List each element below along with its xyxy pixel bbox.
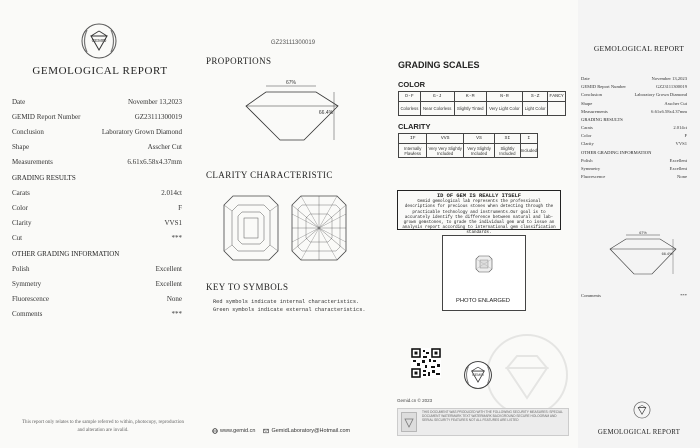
- other-grading-row: [12, 307, 182, 322]
- other-grading-row-small: [581, 165, 687, 173]
- field-label: Clarity: [581, 141, 594, 147]
- color-grade-cell: FANCY: [548, 92, 566, 102]
- info-row-small: [581, 100, 687, 108]
- report-title-small: GEMOLOGICAL REPORT: [593, 44, 685, 53]
- field-label: Conclusion: [12, 128, 44, 136]
- info-row: [12, 110, 182, 125]
- clarity-grade-cell: IF: [399, 134, 427, 144]
- clarity-desc-cell: Included: [520, 144, 537, 158]
- clarity-desc-cell: Internally Flawless: [399, 144, 427, 158]
- field-label: Comments: [12, 310, 43, 318]
- field-value: ***: [171, 234, 182, 242]
- website-contact[interactable]: [212, 428, 255, 434]
- field-value: F: [684, 133, 687, 139]
- email-text: GemidLaboratory@Hotmail.com: [271, 428, 351, 434]
- crown-view-diagram: [220, 192, 282, 264]
- clarity-grade-cell: VVS: [427, 134, 464, 144]
- color-grade-cell: N-R: [486, 92, 522, 102]
- gem-photo-image: [443, 236, 525, 296]
- report-title: GEMOLOGICAL REPORT: [32, 65, 168, 77]
- gem-id-text: Gemid gemological lab represents the professional descriptions for precious stones when detecting through the practicable technology and instruments.Our goal is to accurately identify the difference between natural and lab-grown gemstones, to grade the individual gem and to issue an analysis report according to international gem classification standards.: [402, 200, 556, 236]
- other-grading-row-small: [581, 173, 687, 181]
- proportions-title: PROPORTIONS: [206, 56, 272, 66]
- field-value: 2.014ct: [673, 124, 687, 130]
- color-desc-cell: Slightly Tinted: [454, 102, 486, 116]
- security-text: THIS DOCUMENT WAS PRODUCED WITH THE FOLLOWING SECURITY MEASURES: SPECIAL DOCUMENT WATERMARK TEXT WATERMARK BACKGROUND SECURE HOLOGRAM AND SERIAL SECURITY FEATURES NOT ALL FEATURES ARE LISTED: [422, 410, 563, 422]
- info-row: [12, 140, 182, 155]
- field-label: Measurements: [12, 158, 53, 166]
- bottom-report-title: GEMOLOGICAL REPORT: [597, 429, 681, 436]
- grading-row-small: [581, 132, 687, 140]
- field-label: Cut: [12, 234, 23, 242]
- info-row-small: [581, 75, 687, 83]
- globe-icon: [212, 428, 218, 434]
- field-value: Excellent: [155, 280, 182, 288]
- field-value: None: [677, 173, 687, 179]
- field-value: VVS1: [164, 219, 182, 227]
- proportions-diagram: [224, 78, 364, 150]
- field-value: Excellent: [155, 265, 182, 273]
- grading-row: [12, 231, 182, 246]
- clarity-desc-cell: Very Very Slightly Included: [428, 145, 462, 156]
- field-label: Polish: [581, 157, 593, 163]
- field-value: GZ23111300019: [134, 113, 182, 121]
- field-label: Clarity: [12, 219, 32, 227]
- field-label: Color: [12, 204, 28, 212]
- field-value: Asscher Cut: [147, 143, 182, 151]
- other-grading-row: [12, 262, 182, 277]
- key-symbols-text: [213, 298, 383, 314]
- clarity-grade-cell: I: [520, 134, 537, 144]
- key-line-external: Green symbols indicate external characteristics.: [213, 307, 366, 313]
- info-row-small: [581, 108, 687, 116]
- field-value: ***: [171, 310, 182, 318]
- grading-row: [12, 216, 182, 231]
- gemid-seal-icon: [461, 360, 495, 390]
- field-value: November 13,2023: [651, 76, 687, 81]
- contact-footer: [212, 428, 382, 434]
- clarity-grade-cell: VS: [463, 134, 494, 144]
- grading-results-header: GRADING RESULTS: [12, 174, 76, 182]
- field-label: Symmetry: [581, 165, 601, 171]
- grading-scales-title: GRADING SCALES: [398, 60, 480, 70]
- field-value: 6.61x6.58x4.37mm: [127, 158, 182, 166]
- field-value: Laboratory Grown Diamond: [101, 128, 182, 136]
- field-value: Excellent: [669, 165, 687, 171]
- proportions-panel: [200, 0, 386, 448]
- clarity-desc-cell: Very Slightly Included: [463, 144, 494, 158]
- hologram-icon: [401, 412, 417, 432]
- color-scale-title: COLOR: [398, 80, 426, 89]
- color-desc-cell: [548, 102, 566, 116]
- pavilion-view-diagram: [288, 192, 350, 264]
- field-value: Laboratory Grown Diamond: [634, 92, 687, 98]
- security-strip: [397, 408, 569, 436]
- field-label: Date: [12, 98, 26, 106]
- gemid-watermark-icon: [482, 330, 572, 420]
- gemid-logo-small-icon: [632, 401, 652, 419]
- field-value: Excellent: [669, 157, 687, 163]
- table-percent-label: 67%: [285, 80, 297, 86]
- field-value: F: [178, 204, 182, 212]
- clarity-desc-cell: Slightly Included: [495, 144, 521, 158]
- field-label: Date: [581, 76, 590, 81]
- mail-icon: [263, 428, 269, 434]
- copyright-text: Gemid.cn © 2023: [397, 398, 433, 403]
- email-contact[interactable]: [263, 428, 350, 434]
- key-symbols-title: KEY TO SYMBOLS: [206, 282, 289, 292]
- clarity-grade-cell: SI: [495, 134, 521, 144]
- other-grading-row-small: [581, 157, 687, 165]
- color-grade-cell: G-J: [420, 92, 454, 102]
- color-scale-table: [398, 91, 566, 116]
- color-desc-cell: Colorless: [399, 102, 421, 116]
- comments-label: Comments: [581, 293, 601, 298]
- left-report-panel: [0, 0, 200, 448]
- depth-percent-label-small: 66.4%: [661, 252, 673, 256]
- field-label: Color: [581, 133, 592, 139]
- field-label: Carats: [12, 189, 30, 197]
- field-label: Fluorescence: [12, 295, 49, 303]
- clarity-scale-table: [398, 133, 538, 158]
- field-value: November 13,2023: [127, 98, 182, 106]
- field-label: Shape: [12, 143, 30, 151]
- color-desc-cell: Very Light Color: [486, 102, 522, 116]
- field-value: None: [166, 295, 182, 303]
- disclaimer-text: This report only relates to the sample referred to within, photocopy, reproduction and alteration are invalid.: [22, 420, 184, 433]
- other-grading-header-small: OTHER GRADING INFORMATION: [581, 149, 652, 155]
- comments-value: ***: [680, 293, 687, 298]
- gem-id-statement: [397, 190, 561, 236]
- key-line-internal: Red symbols indicate internal characteristics.: [213, 299, 360, 305]
- photo-caption: PHOTO ENLARGED: [455, 298, 510, 304]
- field-label: Conclusion: [581, 92, 602, 98]
- field-label: GEMID Report Number: [581, 84, 626, 90]
- table-percent-label-small: 67%: [639, 231, 647, 235]
- color-grade-cell: S-Z: [523, 92, 548, 102]
- report-fields-small: [581, 75, 687, 181]
- other-grading-header: OTHER GRADING INFORMATION: [12, 250, 120, 258]
- proportions-diagram-small: [596, 230, 696, 278]
- color-desc-cell: Light Color: [523, 102, 548, 116]
- field-value: GZ23111300019: [655, 84, 687, 90]
- clarity-scale-title: CLARITY: [398, 122, 431, 131]
- clarity-title: CLARITY CHARACTERISTIC: [206, 170, 333, 180]
- field-label: GEMID Report Number: [12, 113, 81, 121]
- field-label: Polish: [12, 265, 30, 273]
- svg-text:GEMID: GEMID: [472, 372, 484, 377]
- qr-code-icon[interactable]: [411, 348, 441, 378]
- field-label: Fluorescence: [581, 173, 606, 179]
- grading-row-small: [581, 140, 687, 148]
- field-value: 2.014ct: [161, 189, 182, 197]
- field-value: Asscher Cut: [664, 100, 687, 106]
- color-desc-cell: Near Colorless: [420, 102, 454, 116]
- info-row-small: [581, 91, 687, 99]
- field-value: 6.61x6.58x4.37mm: [651, 108, 687, 114]
- field-value: VVS1: [675, 141, 687, 147]
- grading-row: [12, 201, 182, 216]
- field-label: Shape: [581, 100, 593, 106]
- info-row: [12, 155, 182, 170]
- depth-percent-label: 66.4%: [318, 110, 334, 116]
- gem-id-title: ID OF GEM IS REALLY ITSELF: [436, 193, 522, 199]
- gemid-logo-icon: [78, 22, 120, 60]
- color-grade-cell: D-F: [399, 92, 421, 102]
- report-fields: [12, 95, 182, 322]
- comments-row: [581, 292, 687, 300]
- info-row-small: [581, 83, 687, 91]
- right-report-panel: [578, 0, 700, 448]
- field-label: Carats: [581, 124, 593, 130]
- field-label: Measurements: [581, 108, 608, 114]
- other-grading-row: [12, 277, 182, 292]
- info-row: [12, 95, 182, 110]
- report-number-header: GZ23111300019: [270, 40, 316, 46]
- grading-row-small: [581, 124, 687, 132]
- color-grade-cell: K-M: [454, 92, 486, 102]
- svg-text:GEMID: GEMID: [91, 38, 107, 43]
- grading-row: [12, 186, 182, 201]
- website-text: www.gemid.cn: [220, 428, 256, 434]
- other-grading-row: [12, 292, 182, 307]
- grading-results-header-small: GRADING RESULTS: [581, 116, 623, 122]
- info-row: [12, 125, 182, 140]
- field-label: Symmetry: [12, 280, 42, 288]
- grading-scales-panel: [386, 0, 574, 448]
